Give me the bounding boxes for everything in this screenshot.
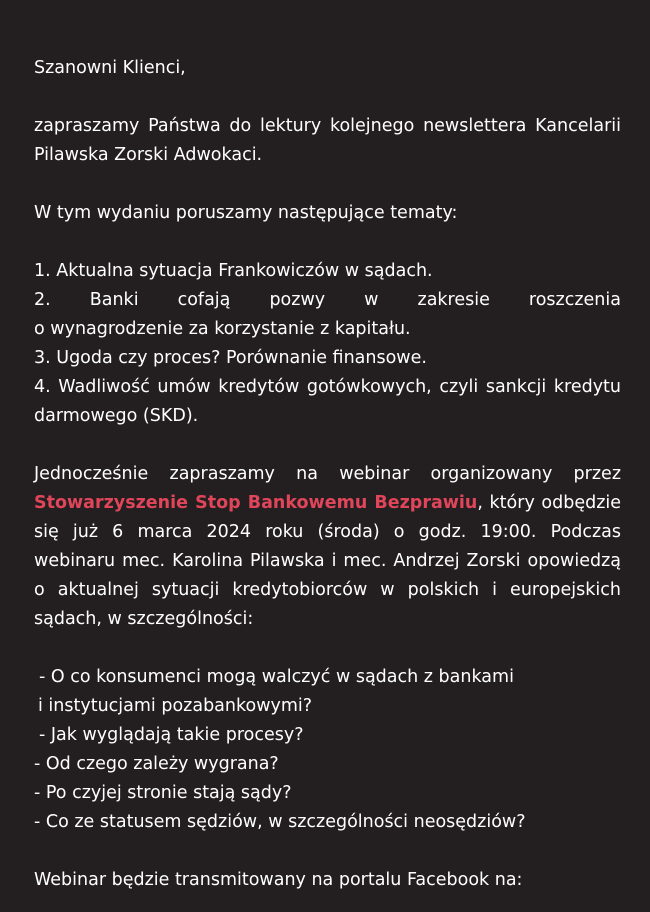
- broadcast-text: Webinar będzie transmitowany na portalu Facebook na:: [34, 870, 523, 890]
- topic-item: 4. Wadliwość umów kredytów gotówkowych, czyli sankcji kredytu darmowego (SKD).: [34, 377, 621, 426]
- topics-list: [34, 257, 621, 431]
- question-item-continuation: i instytucjami pozabankowymi?: [38, 696, 313, 716]
- topic-item: 1. Aktualna sytuacja Frankowiczów w sądach.: [34, 261, 433, 281]
- intro-paragraph: zapraszamy Państwa do lektury kolejnego newslettera Kancelarii Pilawska Zorski Adwokaci.: [34, 116, 621, 165]
- webinar-intro-text: Jednocześnie zapraszamy na webinar organizowany przez: [34, 464, 621, 484]
- topic-item: 2. Banki cofają pozwy w zakresie roszczenia: [34, 290, 621, 310]
- newsletter-body: [34, 54, 621, 895]
- webinar-details-text: , który odbędzie się już 6 marca 2024 roku (środa) o godz. 19:00. Podczas webinaru mec. Karolina Pilawska i mec. Andrzej Zorski opowiedzą o aktualnej sytuacji kredytobiorców w polskich i europejskich sądach, w szczególności:: [34, 493, 622, 629]
- greeting: Szanowni Klienci,: [34, 58, 186, 78]
- question-item: - O co konsumenci mogą walczyć w sądach z bankami: [39, 667, 514, 687]
- question-item: - Od czego zależy wygrana?: [34, 754, 279, 774]
- questions-list: [34, 663, 621, 837]
- question-item: - Co ze statusem sędziów, w szczególności neosędziów?: [34, 812, 526, 832]
- topic-item: 3. Ugoda czy proces? Porównanie finansowe.: [34, 348, 427, 368]
- question-item: - Jak wyglądają takie procesy?: [39, 725, 304, 745]
- topics-heading: W tym wydaniu poruszamy następujące tematy:: [34, 203, 458, 223]
- topic-item-continuation: o wynagrodzenie za korzystanie z kapitału.: [34, 319, 411, 339]
- association-link[interactable]: Stowarzyszenie Stop Bankowemu Bezprawiu: [34, 493, 478, 513]
- question-item: - Po czyjej stronie stają sądy?: [34, 783, 292, 803]
- webinar-paragraph: [34, 460, 621, 634]
